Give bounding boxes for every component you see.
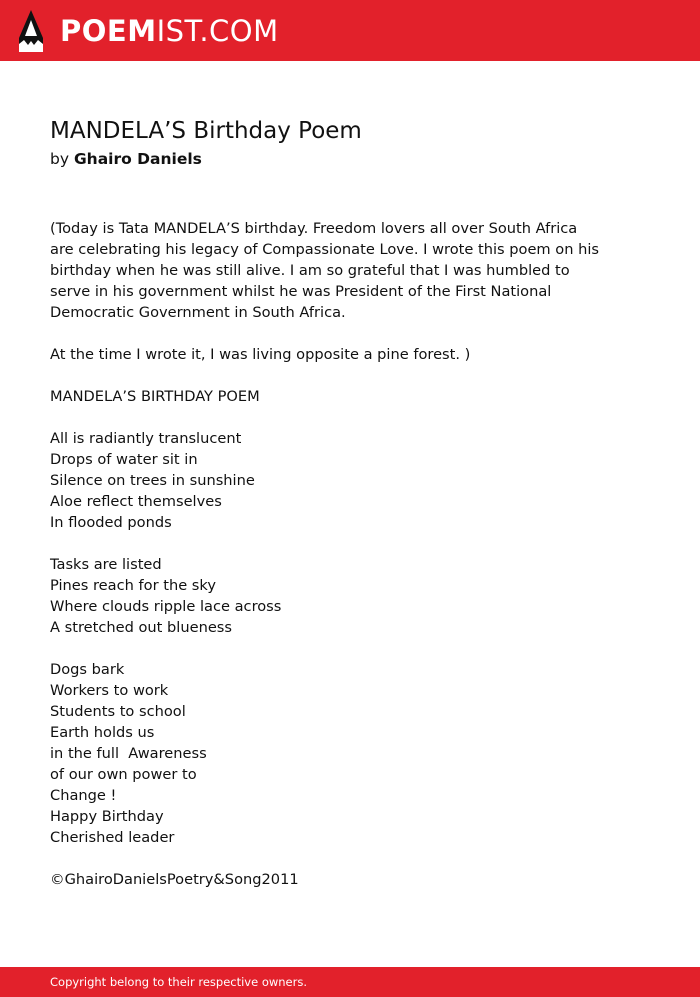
byline — [50, 148, 590, 170]
note-paragraph — [50, 344, 590, 365]
poem-line: Students to school — [50, 703, 186, 720]
poem-line: Pines reach for the sky — [50, 577, 216, 594]
logo-text-bold: POEM — [60, 14, 157, 48]
poem-line: Earth holds us — [50, 724, 155, 741]
author-name: Ghairo Daniels — [73, 150, 202, 168]
site-logo[interactable] — [18, 10, 279, 52]
byline-label: by — [50, 150, 70, 168]
poem-line: Aloe reflect themselves — [50, 493, 222, 510]
header-bar — [0, 0, 700, 61]
poem-line: Where clouds ripple lace across — [50, 598, 282, 615]
poem-line: Happy Birthday — [50, 808, 164, 825]
text-line: (Today is Tata MANDELA’S birthday. Freedom lovers all over South Africa — [50, 220, 578, 237]
poem-line: Change ! — [50, 787, 117, 804]
stanza-3 — [50, 659, 590, 848]
poem-line: of our own power to — [50, 766, 197, 783]
document-header — [50, 116, 590, 170]
poem-line: in the full Awareness — [50, 745, 207, 762]
intro-paragraph — [50, 218, 600, 323]
poem-heading — [50, 386, 590, 407]
text-line: are celebrating his legacy of Compassionate Love. I wrote this poem on his — [50, 241, 600, 258]
pencil-tip-icon — [18, 10, 44, 52]
poem-line: Cherished leader — [50, 829, 175, 846]
poem-line: Dogs bark — [50, 661, 125, 678]
stanza-1 — [50, 428, 590, 533]
poem-line: In flooded ponds — [50, 514, 172, 531]
poem-line: Tasks are listed — [50, 556, 162, 573]
copyright-signature — [50, 869, 590, 890]
text-line: Democratic Government in South Africa. — [50, 304, 346, 321]
stanza-2 — [50, 554, 590, 638]
text-line: serve in his government whilst he was President of the First National — [50, 283, 552, 300]
poem-title: MANDELA’S Birthday Poem — [50, 118, 362, 144]
footer-bar — [0, 967, 700, 997]
text-line: birthday when he was still alive. I am so grateful that I was humbled to — [50, 262, 570, 279]
text-line: ©GhairoDanielsPoetry&Song2011 — [50, 871, 299, 888]
poem-line: A stretched out blueness — [50, 619, 233, 636]
text-line: MANDELA’S BIRTHDAY POEM — [50, 388, 260, 405]
poem-body — [50, 218, 600, 911]
poem-line: Silence on trees in sunshine — [50, 472, 255, 489]
text-line: At the time I wrote it, I was living opposite a pine forest. ) — [50, 346, 471, 363]
poem-line: All is radiantly translucent — [50, 430, 242, 447]
site-logo-text — [60, 10, 279, 52]
poem-line: Workers to work — [50, 682, 169, 699]
logo-text-light: IST.COM — [156, 14, 279, 48]
footer-copyright: Copyright belong to their respective owners. — [50, 975, 308, 989]
poem-line: Drops of water sit in — [50, 451, 198, 468]
